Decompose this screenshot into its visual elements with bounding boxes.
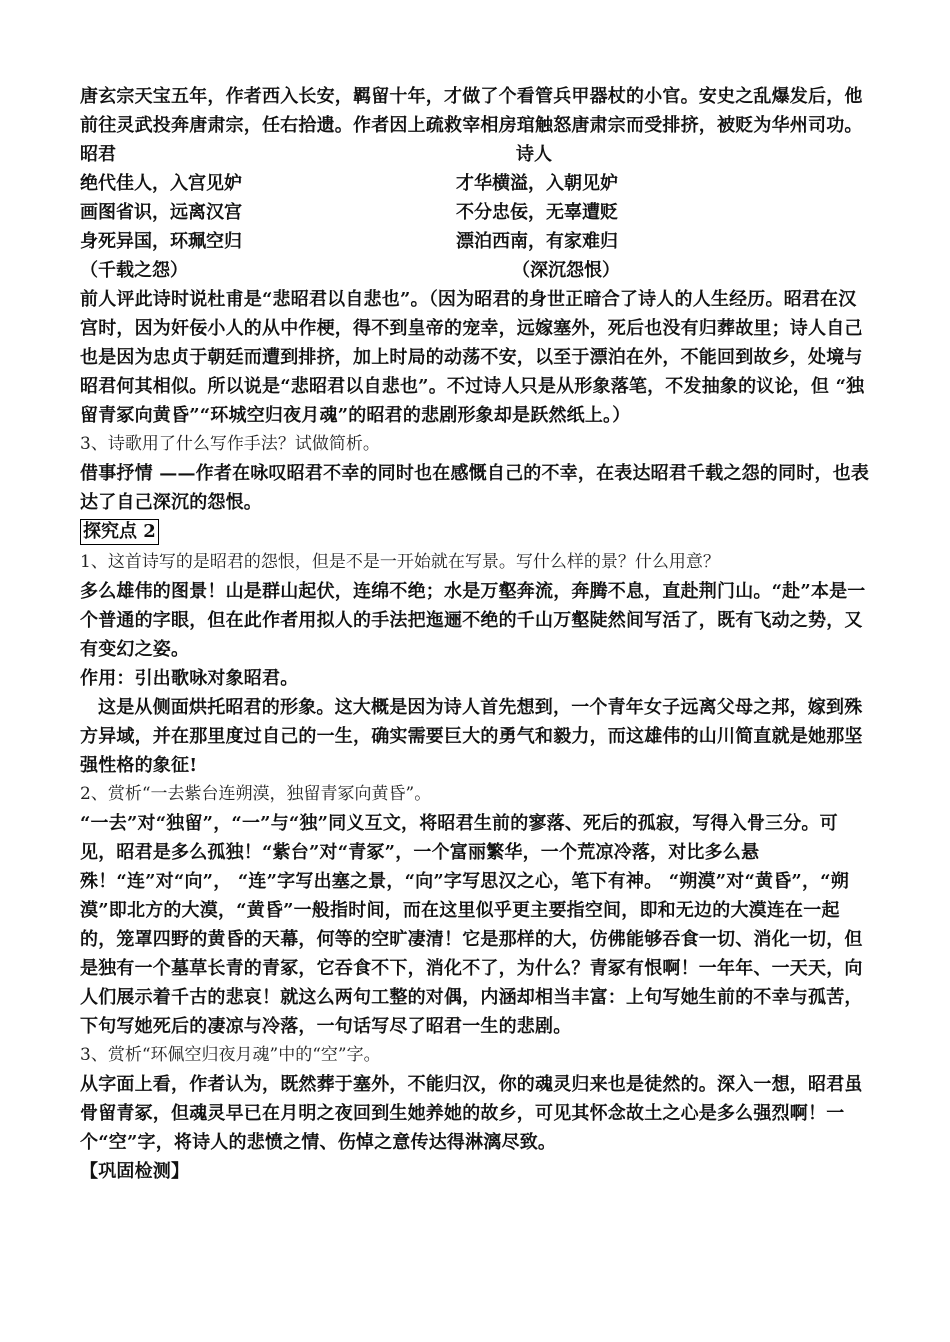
comparison-row bbox=[80, 198, 870, 227]
footer-heading: 【巩固检测】 bbox=[80, 1161, 190, 1182]
comment-paragraph: 前人评此诗时说杜甫是“悲昭君以自悲也”。（因为昭君的身世正暗合了诗人的人生经历。昭君在汉宫时，因为奸佞小人的从中作梗，得不到皇帝的宠幸，远嫁塞外，死后也没有归葬故里；诗人自己也是因为忠贞于朝廷而遭到排挤，加上时局的动荡不安，以至于漂泊在外，不能回到故乡，处境与昭君何其相似。所以说是“悲昭君以自悲也”。不过诗人只是从形象落笔，不发抽象的议论，但 “独留青冢向黄昏”“环城空归夜月魂”的昭君的悲剧形象却是跃然纸上。） bbox=[80, 289, 865, 426]
section-2-answer-1-effect: 作用：引出歌咏对象昭君。 bbox=[80, 668, 299, 689]
comparison-left: 绝代佳人，入宫见妒 bbox=[80, 173, 242, 194]
section-2-title: 探究点 2 bbox=[80, 519, 159, 545]
comparison-left: （千载之怨） bbox=[80, 260, 188, 281]
intro-paragraph: 唐玄宗天宝五年，作者西入长安，羁留十年，才做了个看管兵甲器杖的小官。安史之乱爆发后，他前往灵武投奔唐肃宗，任右拾遗。作者因上疏救宰相房琯触怒唐肃宗而受排挤，被贬为华州司功。 bbox=[80, 86, 863, 136]
comparison-left: 身死异国，环珮空归 bbox=[80, 231, 242, 252]
comparison-row bbox=[80, 227, 870, 256]
section-2-question-1: 1、这首诗写的是昭君的怨恨，但是不是一开始就在写景。写什么样的景？什么用意？ bbox=[80, 552, 720, 572]
section-2-answer-1-more: 这是从侧面烘托昭君的形象。这大概是因为诗人首先想到，一个青年女子远离父母之邦，嫁到殊方异域，并在那里度过自己的一生，确实需要巨大的勇气和毅力，而这雄伟的山川简直就是她那坚强性格的象征! bbox=[80, 697, 863, 776]
section-2-question-3: 3、赏析“环佩空归夜月魂”中的“空”字。 bbox=[80, 1045, 381, 1065]
comparison-right: 不分忠佞，无辜遭贬 bbox=[456, 202, 618, 223]
question-3: 3、诗歌用了什么写作手法？试做简析。 bbox=[80, 434, 380, 454]
comparison-right: 才华横溢，入朝见妒 bbox=[456, 173, 618, 194]
comparison-head-zhaojun: 昭君 bbox=[80, 144, 116, 165]
comparison-header bbox=[80, 140, 870, 169]
section-2-answer-3: 从字面上看，作者认为，既然葬于塞外，不能归汉，你的魂灵归来也是徒然的。深入一想，昭君虽骨留青冢，但魂灵早已在月明之夜回到生她养她的故乡，可见其怀念故土之心是多么强烈啊！一个“空”字，将诗人的悲愤之情、伤悼之意传达得淋漓尽致。 bbox=[80, 1074, 863, 1153]
section-2-answer-1: 多么雄伟的图景！山是群山起伏，连绵不绝；水是万壑奔流，奔腾不息，直赴荆门山。“赴”本是一个普通的字眼，但在此作者用拟人的手法把迤逦不绝的千山万壑陡然间写活了，既有飞动之势，又有变幻之姿。 bbox=[80, 581, 866, 660]
comparison-row bbox=[80, 169, 870, 198]
comparison-right: （深沉怨恨） bbox=[512, 260, 620, 281]
section-2-question-2: 2、赏析“一去紫台连朔漠，独留青冢向黄昏”。 bbox=[80, 784, 432, 804]
comparison-right: 漂泊西南，有家难归 bbox=[456, 231, 618, 252]
comparison-head-poet: 诗人 bbox=[516, 144, 552, 165]
section-2-answer-2: “一去”对“独留”，“一”与“独”同义互文，将昭君生前的寥落、死后的孤寂，写得入骨三分。可见，昭君是多么孤独！“紫台”对“青冢”，一个富丽繁华，一个荒凉冷落，对比多么悬殊！“连”对“向”， “连”字写出塞之景，“向”字写思汉之心，笔下有神。 “朔漠”对“黄昏”，“朔漠”即北方的大漠，“黄昏”一般指时间，而在这里似乎更主要指空间，即和无边的大漠连在一起的，笼罩四野的黄昏的天幕，何等的空旷凄清！它是那样的大，仿佛能够吞食一切、消化一切，但是独有一个墓草长青的青冢，它吞食不下，消化不了，为什么？青冢有恨啊！一年年、一天天，向人们展示着千古的悲哀！就这么两句工整的对偶，内涵却相当丰富：上句写她生前的不幸与孤苦，下句写她死后的凄凉与冷落，一句话写尽了昭君一生的悲剧。 bbox=[80, 813, 863, 1037]
comparison-row bbox=[80, 256, 870, 285]
comparison-left: 画图省识，远离汉宫 bbox=[80, 202, 242, 223]
answer-3: 借事抒情 ——作者在咏叹昭君不幸的同时也在感慨自己的不幸，在表达昭君千载之怨的同时，也表达了自己深沉的怨恨。 bbox=[80, 463, 870, 513]
